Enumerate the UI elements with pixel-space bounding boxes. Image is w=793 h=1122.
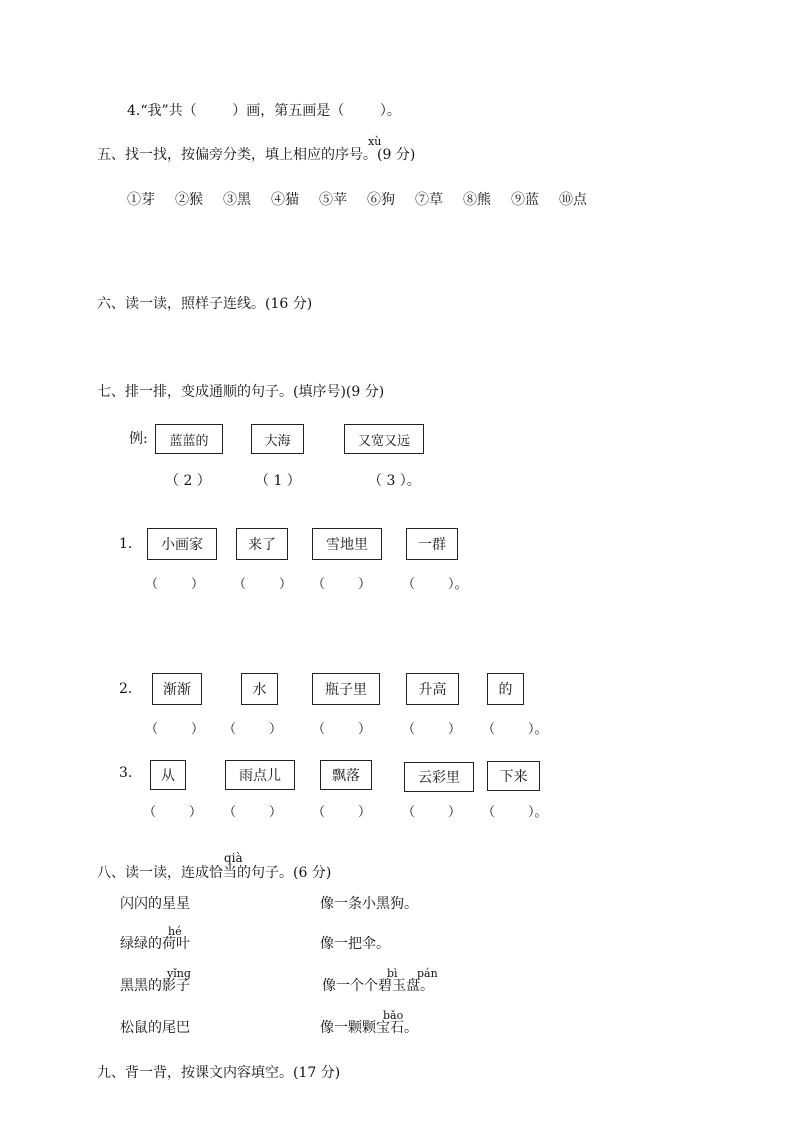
section-5-title: 五、找一找，按偏旁分类，填上相应的序号。(9 分) (97, 147, 416, 163)
answer-blank[interactable]: （ ） (312, 577, 372, 592)
list-item: ②猴 (175, 192, 203, 208)
example-answer: （ 1 ） (255, 473, 301, 489)
list-item: ③黑 (223, 192, 251, 208)
section-7-title: 七、排一排，变成通顺的句子。(填序号)(9 分) (97, 384, 385, 400)
section-6-title: 六、读一读，照样子连线。(16 分) (97, 296, 313, 312)
answer-blank[interactable]: （ ） (312, 722, 372, 737)
list-item: ⑥狗 (367, 192, 395, 208)
answer-blank[interactable]: （ ） (145, 577, 205, 592)
phrase-left: 绿绿的荷叶 (120, 936, 190, 952)
word-box: 大海 (251, 424, 304, 454)
answer-blank[interactable]: （ ） (312, 805, 372, 820)
answer-blank[interactable]: （ ） (233, 577, 293, 592)
word-box: 渐渐 (152, 673, 202, 705)
pinyin-xu: xù (368, 135, 382, 148)
pinyin-bao: bǎo (383, 1009, 404, 1022)
phrase-right: 像一条小黑狗。 (320, 896, 418, 912)
word-box: 的 (487, 673, 524, 705)
word-box: 从 (150, 760, 186, 790)
word-box: 水 (241, 673, 278, 705)
pinyin-pan: pán (417, 967, 438, 980)
list-item: ⑨蓝 (511, 192, 539, 208)
answer-blank[interactable]: （ ） (402, 805, 462, 820)
word-box: 来了 (236, 528, 288, 560)
answer-blank[interactable]: （ ） (223, 722, 283, 737)
pinyin-bi: bì (387, 967, 398, 980)
phrase-left: 松鼠的尾巴 (120, 1020, 190, 1036)
question-4: 4.“我”共（ ）画，第五画是（ ）。 (127, 103, 401, 119)
word-box: 下来 (487, 761, 540, 791)
example-answer: （ 2 ） (165, 473, 211, 489)
section-8-title: 八、读一读，连成恰当的句子。(6 分) (97, 865, 332, 881)
word-box: 一群 (406, 528, 458, 560)
pinyin-qia: qià (224, 851, 243, 865)
answer-blank[interactable]: （ ） (223, 805, 283, 820)
list-item: ⑧熊 (463, 192, 491, 208)
question-number: 3. (119, 765, 133, 781)
list-item: ⑦草 (415, 192, 443, 208)
word-box: 雨点儿 (225, 760, 295, 790)
section-9-title: 九、背一背，按课文内容填空。(17 分) (97, 1065, 341, 1081)
answer-blank[interactable]: （ ） (402, 722, 462, 737)
question-number: 1. (119, 536, 133, 552)
word-box: 瓶子里 (312, 673, 380, 705)
list-item: ④猫 (271, 192, 299, 208)
list-item: ⑩点 (559, 192, 587, 208)
answer-blank[interactable]: （ ）。 (482, 722, 548, 737)
phrase-right: 像一颗颗宝石。 (320, 1020, 418, 1036)
phrase-left: 黑黑的影子 (120, 978, 190, 994)
word-box: 升高 (406, 673, 459, 705)
question-number: 2. (119, 681, 133, 697)
word-box: 云彩里 (404, 762, 474, 792)
word-box: 蓝蓝的 (155, 424, 223, 454)
word-box: 飘落 (320, 760, 372, 790)
list-item: ⑤苹 (319, 192, 347, 208)
word-box: 小画家 (147, 528, 217, 560)
phrase-left: 闪闪的星星 (120, 896, 190, 912)
word-box: 又宽又远 (344, 424, 424, 454)
pinyin-he: hé (168, 925, 182, 938)
example-answer: （ 3 ）。 (368, 473, 421, 489)
answer-blank[interactable]: （ ） (145, 722, 205, 737)
answer-blank[interactable]: （ ）。 (482, 805, 548, 820)
example-label: 例: (129, 431, 148, 447)
phrase-right: 像一把伞。 (320, 936, 390, 952)
list-item: ①芽 (127, 192, 155, 208)
word-box: 雪地里 (312, 528, 382, 560)
phrase-right: 像一个个碧玉盘。 (322, 978, 434, 994)
answer-blank[interactable]: （ ） (143, 805, 203, 820)
pinyin-ying: yǐng (167, 967, 191, 980)
answer-blank[interactable]: （ ）。 (402, 577, 468, 592)
